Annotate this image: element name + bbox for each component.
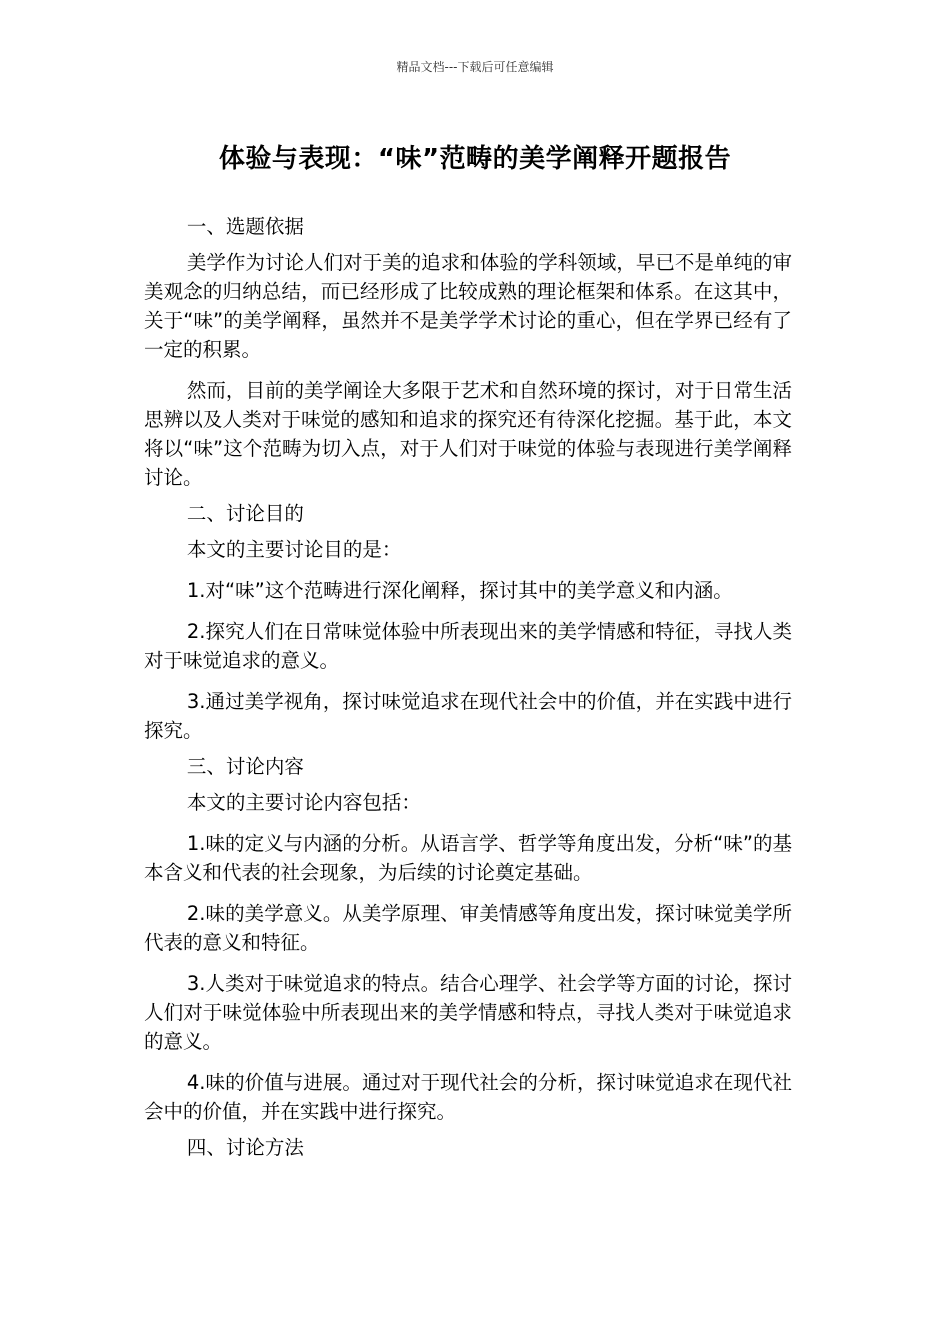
list-item: 1.对“味”这个范畴进行深化阐释，探讨其中的美学意义和内涵。 [186, 579, 733, 602]
paragraph: 本文的主要讨论内容包括： [186, 791, 421, 814]
paragraph: 然而，目前的美学阐诠大多限于艺术和自然环境的探讨，对于日常生活思辨以及人类对于味觉的感知和追求的探究还有待深化挖掘。基于此，本文将以“味”这个范畴为切入点，对于人们对于味觉的体验与表现进行美学阐释讨论。 [144, 379, 792, 489]
section-heading-4: 四、讨论方法 [186, 1136, 304, 1159]
paragraph: 美学作为讨论人们对于美的追求和体验的学科领域，早已不是单纯的审美观念的归纳总结，而已经形成了比较成熟的理论框架和体系。在这其中，关于“味”的美学阐释，虽然并不是美学学术讨论的重心，但在学界已经有了一定的积累。 [144, 251, 792, 361]
list-item: 1.味的定义与内涵的分析。从语言学、哲学等角度出发，分析“味”的基本含义和代表的社会现象，为后续的讨论奠定基础。 [144, 832, 792, 884]
document-title: 体验与表现：“味”范畴的美学阐释开题报告 [218, 144, 732, 174]
section-heading-1: 一、选题依据 [186, 215, 304, 238]
section-heading-2: 二、讨论目的 [186, 502, 304, 525]
paragraph: 本文的主要讨论目的是： [186, 538, 402, 561]
list-item: 2.探究人们在日常味觉体验中所表现出来的美学情感和特征，寻找人类对于味觉追求的意义。 [144, 620, 792, 672]
list-item: 2.味的美学意义。从美学原理、审美情感等角度出发，探讨味觉美学所代表的意义和特征。 [144, 902, 792, 954]
list-item: 3.人类对于味觉追求的特点。结合心理学、社会学等方面的讨论，探讨人们对于味觉体验中所表现出来的美学情感和特点，寻找人类对于味觉追求的意义。 [144, 972, 792, 1053]
section-heading-3: 三、讨论内容 [186, 755, 304, 778]
header-note: 精品文档---下载后可任意编辑 [396, 60, 554, 74]
document-body [144, 212, 792, 1169]
list-item: 4.味的价值与进展。通过对于现代社会的分析，探讨味觉追求在现代社会中的价值，并在实践中进行探究。 [144, 1071, 792, 1123]
list-item: 3.通过美学视角，探讨味觉追求在现代社会中的价值，并在实践中进行探究。 [144, 690, 792, 742]
